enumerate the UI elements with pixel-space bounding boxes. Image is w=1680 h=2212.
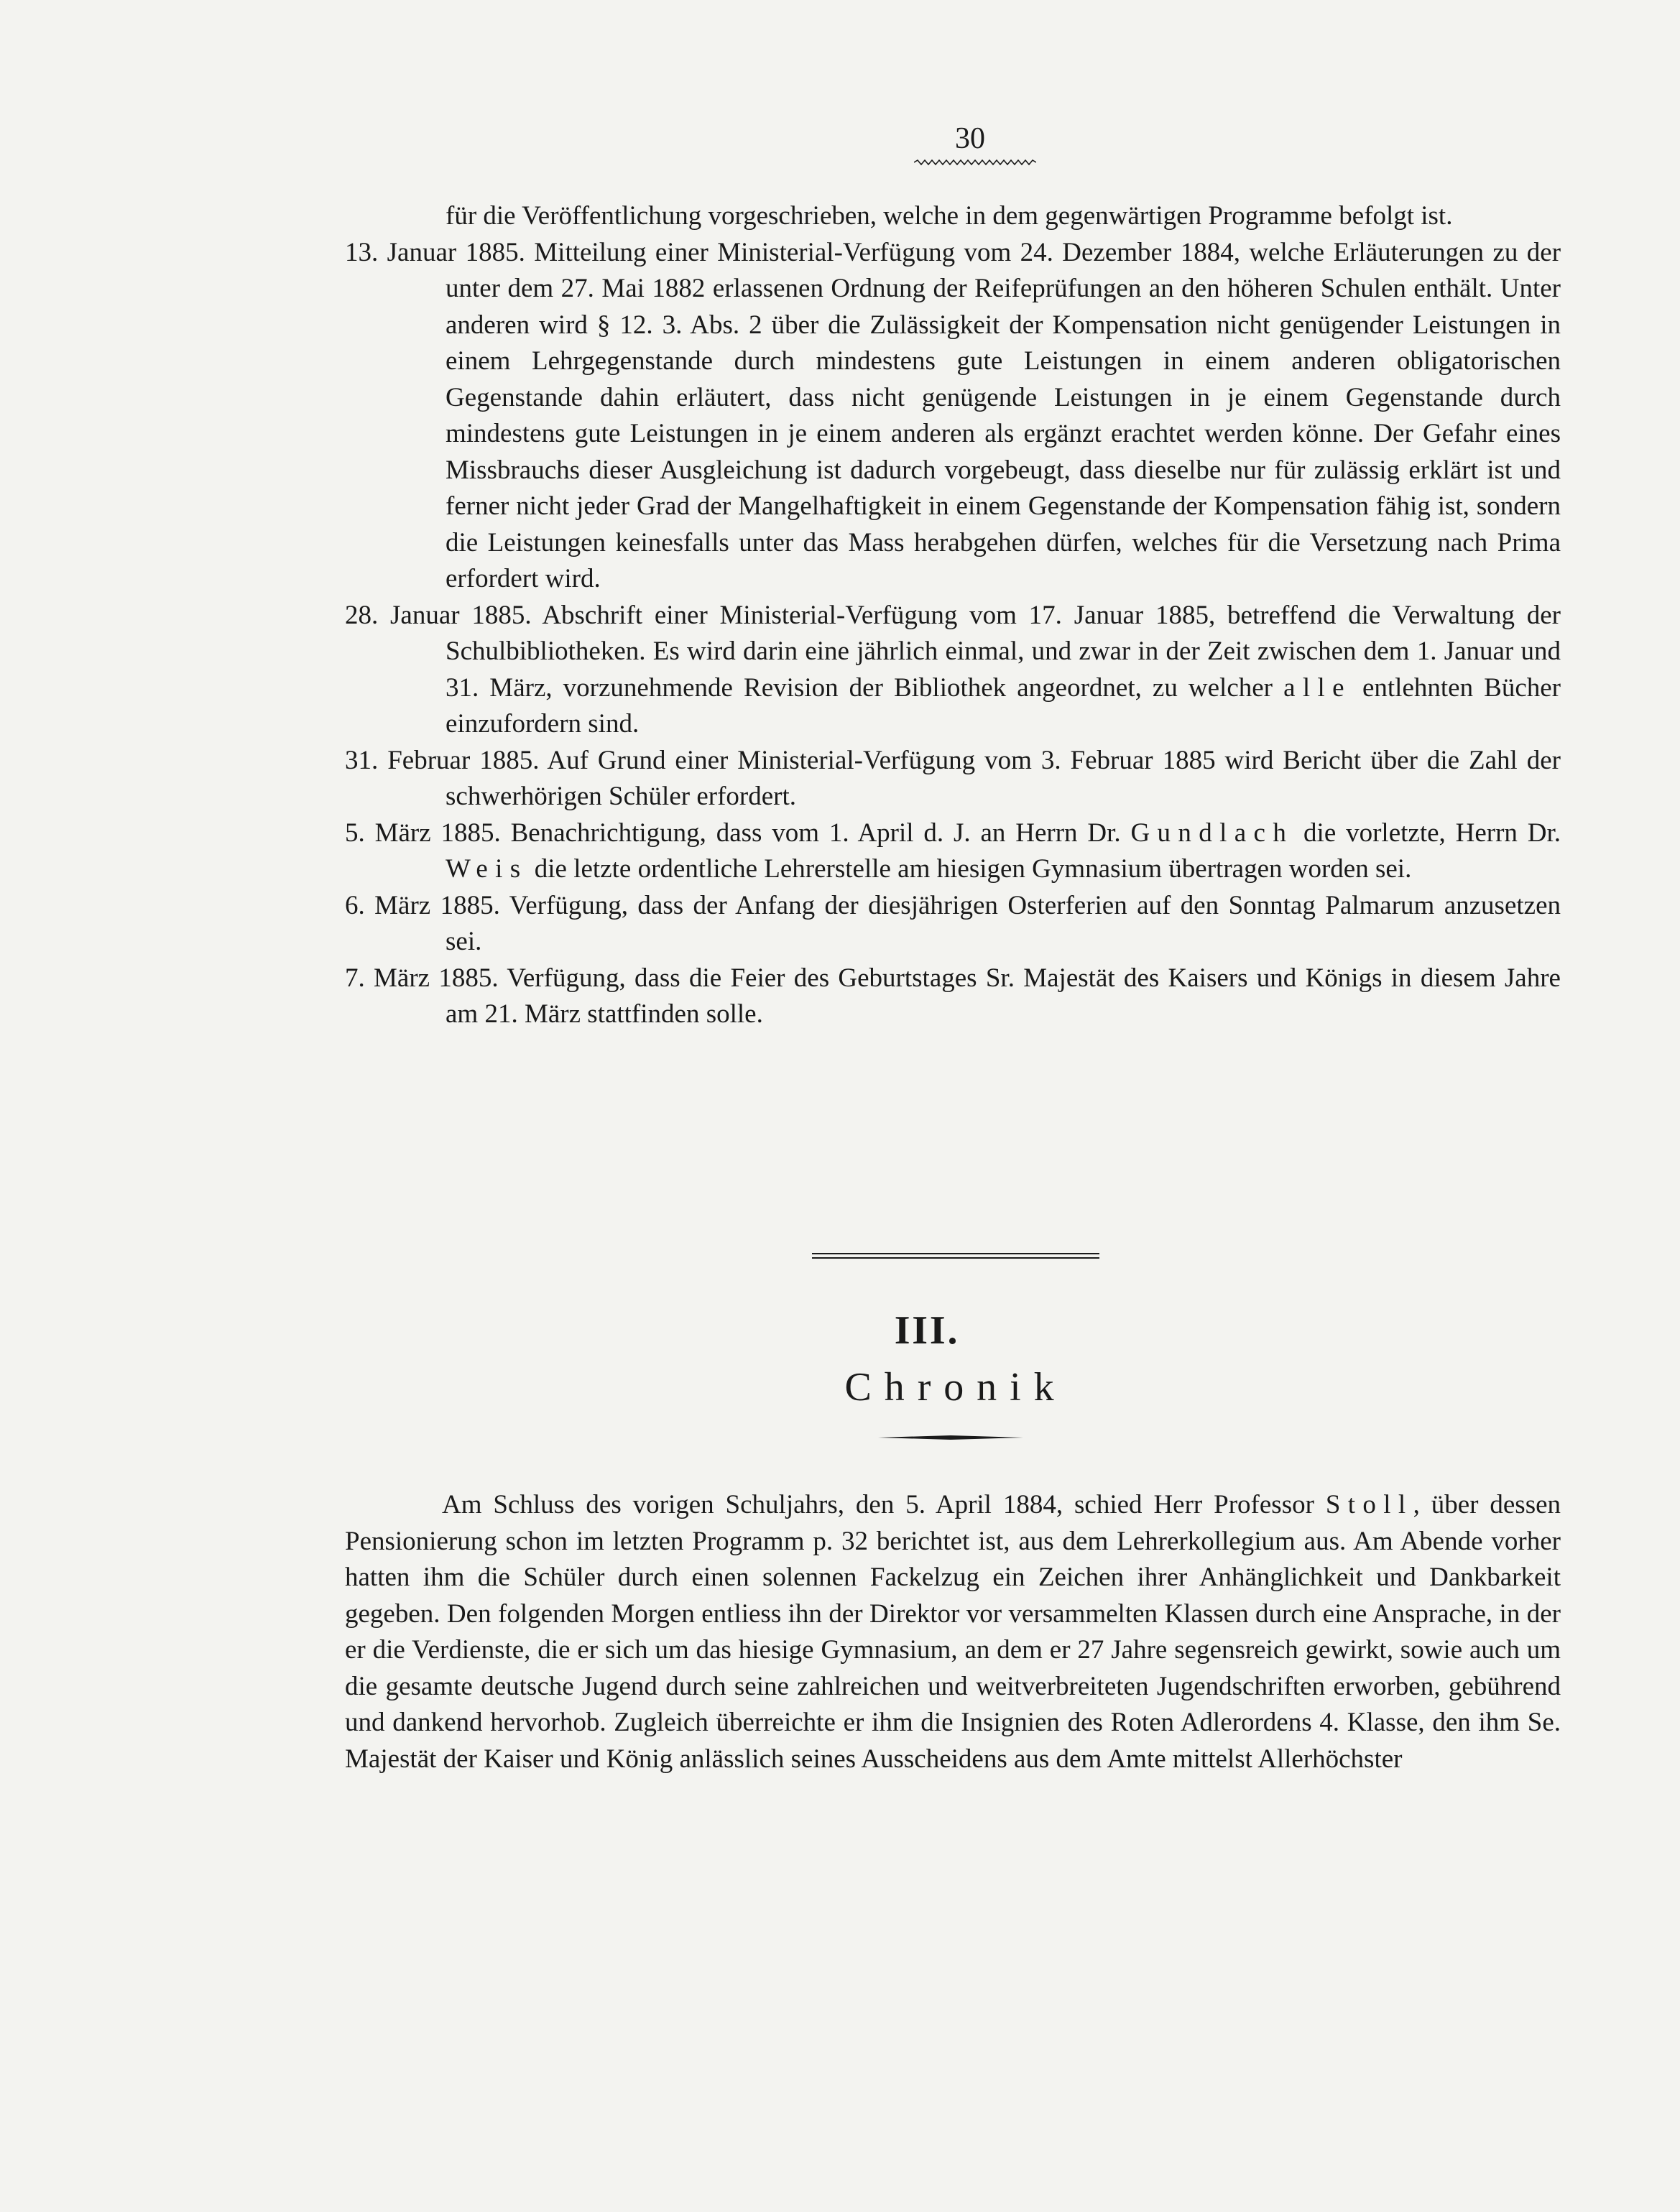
decree-entry — [345, 815, 1561, 888]
entry-text: Verfügung, dass die Feier des Geburtstages Sr. Majestät des Kaisers und Königs in diesem Jahre am 21. März stattfinden solle. — [446, 963, 1561, 1029]
entry-date: 5. März 1885. — [345, 818, 501, 848]
entry-emphasis: alle — [1283, 672, 1352, 703]
section-title: Chronik — [844, 1365, 1067, 1410]
title-divider — [878, 1435, 1023, 1440]
entry-date: 13. Januar 1885. — [345, 237, 525, 267]
entry-date: 7. März 1885. — [345, 963, 499, 993]
entry-text: Abschrift einer Ministerial-Verfügung vom 17. Januar 1885, betreffend die Verwaltung der Schulbibliotheken. Es wird darin eine jährlich einmal, und zwar in der Zeit zwischen dem 1. Januar und 31. März, vorzunehmende Revision der Bibliothek angeordnet, zu welcher — [446, 600, 1561, 703]
decree-entry — [345, 235, 1561, 598]
entry-text: Benachrichtigung, dass vom 1. April d. J. an Herrn Dr. — [510, 818, 1121, 848]
entry-date: 28. Januar 1885. — [345, 600, 532, 630]
decree-list — [345, 198, 1561, 1033]
chronik-paragraph — [345, 1487, 1561, 1777]
section-divider — [812, 1251, 1099, 1260]
decree-entry — [345, 961, 1561, 1033]
decree-entry — [345, 888, 1561, 961]
section-numeral: III. — [894, 1308, 960, 1353]
chronik-text: Am Schluss des vorigen Schuljahrs, den 5. April 1884, schied Herr Professor — [442, 1490, 1314, 1519]
decree-entry-continued — [345, 198, 1561, 235]
entry-text: die vorletzte, Herrn Dr. — [1303, 818, 1561, 848]
page-number: 30 — [955, 122, 985, 155]
entry-text: Auf Grund einer Ministerial-Verfügung vom 3. Februar 1885 wird Bericht über die Zahl der schwerhörigen Schüler erfordert. — [446, 745, 1561, 811]
entry-date: 31. Februar 1885. — [345, 745, 540, 775]
entry-emphasis: Weis — [446, 854, 528, 884]
entry-text: für die Veröffentlichung vorgeschrieben, welche in dem gegenwärtigen Programme befolgt ist. — [446, 201, 1453, 231]
entry-text: entlehnten Bücher einzufordern sind. — [446, 672, 1561, 739]
entry-text: die letzte ordentliche Lehrerstelle am hiesigen Gymnasium übertragen worden sei. — [534, 854, 1412, 884]
entry-emphasis: Gundlach — [1130, 818, 1294, 848]
chronik-emphasis: Stoll — [1325, 1490, 1413, 1519]
entry-text: Mitteilung einer Ministerial-Verfügung vom 24. Dezember 1884, welche Erläuterungen zu der unter dem 27. Mai 1882 erlassenen Ordnung der Reifeprüfungen an den höheren Schulen enthält. Unter anderen wird § 12. 3. Abs. 2 über die Zulässigkeit der Kompensation nicht genügender Leistungen in einem Lehrgegenstande durch mindestens gute Leistungen in einem anderen obligatorischen Gegenstande dahin erläutert, dass nicht genügende Leistungen in je einem Gegenstande durch mindestens gute Leistungen in je einem anderen als ergänzt erachtet werden könne. Der Gefahr eines Missbrauchs dieser Ausgleichung ist dadurch vorgebeugt, dass dieselbe nur für zulässig erklärt ist und ferner nicht jeder Grad der Mangelhaftigkeit in einem Gegenstande der Kompensation fähig ist, sondern die Leistungen keinesfalls unter das Mass herabgehen dürfen, welches für die Versetzung nach Prima erfordert wird. — [446, 237, 1561, 593]
decree-entry — [345, 743, 1561, 815]
decree-entry — [345, 598, 1561, 743]
page-number-ornament — [914, 159, 1036, 165]
entry-text: Verfügung, dass der Anfang der diesjährigen Osterferien auf den Sonntag Palmarum anzusetzen sei. — [446, 890, 1561, 956]
chronik-text: , über dessen Pensionierung schon im letzten Programm p. 32 berichtet ist, aus dem Lehrerkollegium aus. Am Abende vorher hatten ihm die Schüler durch einen solennen Fackelzug ein Zeichen ihrer Anhänglichkeit und Dankbarkeit gegeben. Den folgenden Morgen entliess ihn der Direktor vor versammelten Klassen durch eine Ansprache, in der er die Verdienste, die er sich um das hiesige Gymnasium, an dem er 27 Jahre segensreich gewirkt, sowie auch um die gesamte deutsche Jugend durch seine zahlreichen und weitverbreiteten Jugendschriften erworben, gebührend und dankend hervorhob. Zugleich überreichte er ihm die Insignien des Roten Adlerordens 4. Klasse, den ihm Se. Majestät der Kaiser und König anlässlich seines Ausscheidens aus dem Amte mittelst Allerhöchster — [345, 1490, 1561, 1774]
entry-date: 6. März 1885. — [345, 890, 500, 920]
